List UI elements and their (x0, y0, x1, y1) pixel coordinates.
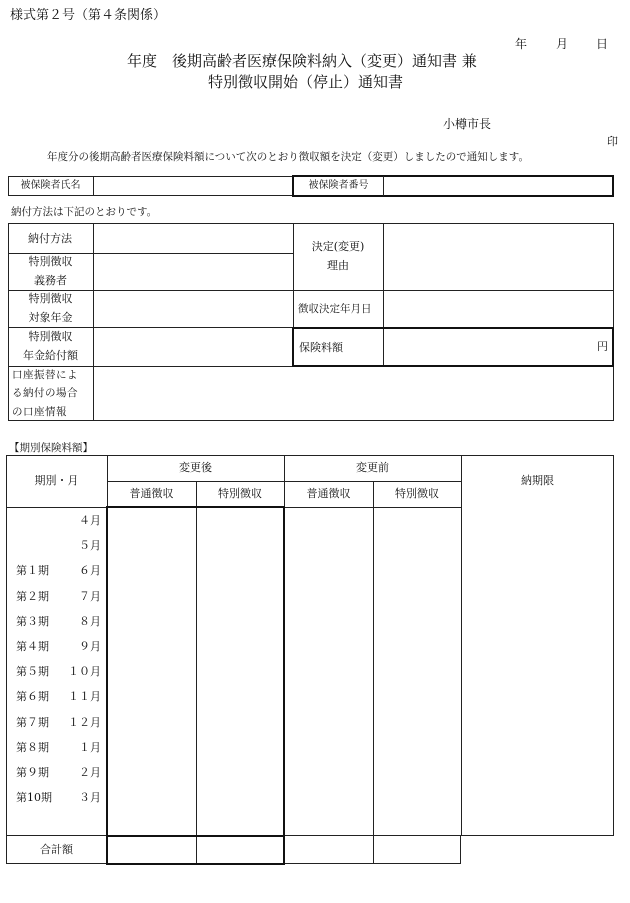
month-label: ９月 (79, 640, 101, 653)
date-year-label: 年 (515, 37, 528, 51)
month-label: ３月 (79, 791, 101, 805)
insured-name-field[interactable] (94, 177, 291, 195)
period-label: 第10期 (16, 791, 52, 805)
premium-label: 保険料額 (299, 341, 343, 354)
period-row (6, 666, 107, 680)
period-label: 第５期 (16, 665, 49, 679)
period-row (6, 742, 107, 756)
after-special-header: 特別徴収 (218, 486, 262, 500)
period-label: 第８期 (16, 740, 49, 754)
premium-amount-field[interactable] (385, 329, 597, 365)
after-normal-header: 普通徴収 (129, 486, 174, 500)
decision-date-field[interactable] (384, 291, 613, 326)
period-row (6, 616, 107, 630)
insured-number-label: 被保険者番号 (308, 179, 369, 191)
period-rows (6, 508, 107, 835)
period-label: 第９期 (16, 766, 49, 779)
before-change-header: 変更前 (356, 460, 389, 474)
month-label: １２月 (68, 715, 101, 729)
month-label: １１月 (68, 690, 101, 704)
month-label: ２月 (79, 766, 101, 779)
total-label: 合計額 (40, 843, 73, 857)
period-row (6, 515, 107, 529)
insured-number-field[interactable] (385, 177, 612, 195)
period-label: 第７期 (16, 715, 49, 729)
payment-method-field[interactable] (94, 224, 292, 252)
account-info-field[interactable] (94, 367, 292, 420)
month-label: ８月 (79, 614, 101, 628)
pension-amount-field[interactable] (94, 328, 292, 365)
month-label: １月 (79, 740, 101, 754)
document-title: 年度 後期高齢者医療保険料納入（変更）通知書 兼 (127, 52, 477, 70)
after-change-header: 変更後 (179, 460, 212, 474)
period-row (6, 792, 107, 806)
payment-note: 納付方法は下記のとおりです。 (11, 206, 158, 218)
target-pension-label: 特別徴収 対象年金 (28, 292, 73, 324)
obligor-label: 特別徴収 義務者 (28, 255, 73, 287)
seal-mark: 印 (607, 135, 618, 148)
before-special-header: 特別徴収 (395, 486, 439, 500)
target-pension-field[interactable] (94, 291, 292, 326)
period-row (6, 767, 107, 781)
reason-field[interactable] (384, 224, 613, 289)
period-row (6, 540, 107, 554)
decision-date-label: 徴収決定年月日 (298, 303, 372, 315)
period-row (6, 591, 107, 605)
payment-method-label: 納付方法 (28, 232, 72, 245)
period-header: 期別・月 (34, 473, 79, 487)
period-label: 第２期 (16, 589, 49, 603)
intro-text: 年度分の後期高齢者医療保険料額について次のとおり徴収額を決定（変更）しましたので通知します。 (47, 151, 529, 163)
period-label: 第６期 (16, 690, 49, 704)
period-row (6, 565, 107, 579)
issuer: 小樽市長 (443, 117, 492, 131)
account-info-label: 口座振替によ る納付の場合 の口座情報 (12, 368, 78, 418)
form-number: 様式第２号（第４条関係） (10, 8, 167, 23)
date-day-label: 日 (596, 37, 609, 51)
obligor-field[interactable] (94, 254, 292, 289)
month-label: ７月 (79, 589, 101, 603)
period-label: 第１期 (16, 564, 49, 578)
month-label: ４月 (79, 514, 101, 527)
pension-amount-label: 特別徴収 年金給付額 (23, 330, 78, 362)
period-row (6, 717, 107, 731)
period-row (6, 641, 107, 655)
period-row (6, 691, 107, 705)
month-label: １０月 (68, 665, 101, 679)
period-section-title: 【期別保険料額】 (9, 442, 93, 454)
insured-name-label: 被保険者氏名 (20, 179, 81, 191)
due-date-header: 納期限 (521, 473, 554, 487)
period-label: 第３期 (16, 614, 49, 628)
month-label: ６月 (79, 564, 101, 578)
before-normal-header: 普通徴収 (306, 486, 351, 500)
yen-unit: 円 (597, 340, 608, 353)
month-label: ５月 (79, 539, 101, 553)
document-subtitle: 特別徴収開始（停止）通知書 (208, 73, 404, 91)
period-label: 第４期 (16, 640, 49, 653)
reason-label: 決定(変更) 理由 (311, 240, 365, 272)
date-month-label: 月 (556, 37, 569, 51)
